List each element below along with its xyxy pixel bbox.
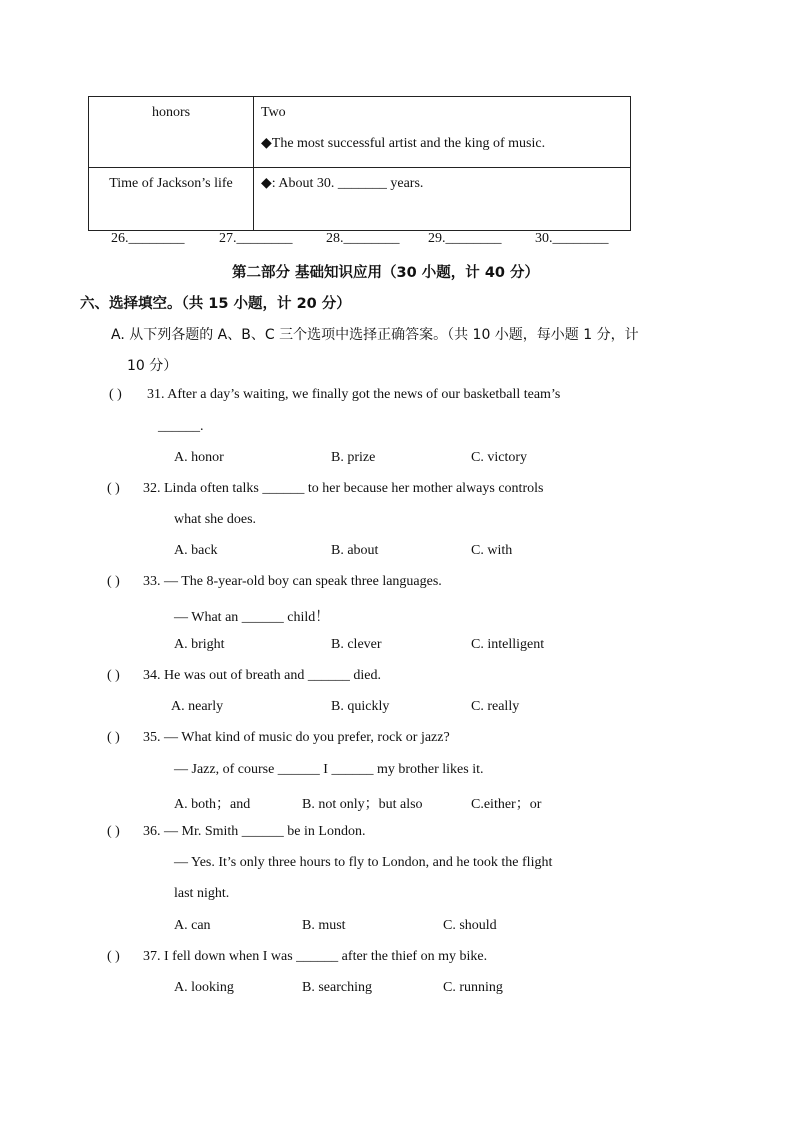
option-c: C. should bbox=[443, 918, 497, 933]
question-stem: 34. He was out of breath and ______ died. bbox=[143, 668, 381, 683]
question-stem: 36. — Mr. Smith ______ be in London. bbox=[143, 824, 366, 839]
section-title-text: 六、选择填空。（共 15 小题，计 20 分） bbox=[80, 296, 351, 312]
option-c: C. really bbox=[471, 699, 520, 714]
option-b: B. must bbox=[302, 918, 346, 933]
part-title: 第二部分 基础知识应用（30 小题，计 40 分） bbox=[232, 265, 540, 281]
question-stem: 32. Linda often talks ______ to her because her mother always controls bbox=[143, 481, 544, 496]
option-c: C. running bbox=[443, 980, 503, 995]
blank-27: 27.________ bbox=[219, 231, 293, 246]
option-b: B. quickly bbox=[331, 699, 390, 714]
info-table bbox=[88, 96, 631, 231]
option-a: A. looking bbox=[174, 980, 234, 995]
option-a: A. nearly bbox=[171, 699, 224, 714]
option-b: B. searching bbox=[302, 980, 372, 995]
blank-30: 30.________ bbox=[535, 231, 609, 246]
option-c: C. victory bbox=[471, 450, 527, 465]
blank-28: 28.________ bbox=[326, 231, 400, 246]
option-b: B. prize bbox=[331, 450, 376, 465]
answer-paren: ( ) bbox=[107, 949, 120, 964]
question-stem: 37. I fell down when I was ______ after the thief on my bike. bbox=[143, 949, 488, 964]
option-c: C. with bbox=[471, 543, 513, 558]
answer-paren: ( ) bbox=[107, 668, 120, 683]
row-label: Time of Jackson’s life bbox=[109, 176, 233, 191]
question-stem: ______. bbox=[158, 419, 204, 434]
question-stem: 33. — The 8-year-old boy can speak three languages. bbox=[143, 574, 442, 589]
section-title bbox=[80, 292, 351, 313]
answer-paren: ( ) bbox=[107, 481, 120, 496]
table-cell-label bbox=[89, 97, 254, 168]
blank-26: 26.________ bbox=[111, 231, 185, 246]
option-b: B. not only；but also bbox=[302, 797, 423, 812]
question-stem: — What an ______ child！ bbox=[174, 610, 330, 625]
option-c: C. intelligent bbox=[471, 637, 545, 652]
question-stem: — Yes. It’s only three hours to fly to London, and he took the flight bbox=[174, 855, 553, 870]
table-cell-value bbox=[254, 168, 631, 231]
table-row bbox=[89, 168, 631, 231]
option-b: B. clever bbox=[331, 637, 382, 652]
table-cell-value bbox=[254, 97, 631, 168]
answer-paren: ( ) bbox=[107, 574, 120, 589]
answer-paren: ( ) bbox=[107, 824, 120, 839]
instruction-line: 10 分） bbox=[127, 358, 178, 374]
cell-line: ◆: About 30. _______ years. bbox=[261, 176, 424, 191]
option-a: A. both；and bbox=[174, 797, 251, 812]
cell-line: Two bbox=[261, 105, 286, 120]
blank-29: 29.________ bbox=[428, 231, 502, 246]
option-a: A. back bbox=[174, 543, 218, 558]
row-label: honors bbox=[151, 105, 191, 120]
option-a: A. bright bbox=[174, 637, 225, 652]
option-a: A. can bbox=[174, 918, 211, 933]
question-stem: what she does. bbox=[174, 512, 257, 527]
option-c: C.either；or bbox=[471, 797, 542, 812]
instruction-line: A. 从下列各题的 A、B、C 三个选项中选择正确答案。（共 10 小题，每小题 1 分，计 bbox=[111, 327, 639, 343]
table-row bbox=[89, 97, 631, 168]
option-a: A. honor bbox=[174, 450, 224, 465]
cell-line: ◆The most successful artist and the king of music. bbox=[261, 136, 546, 151]
question-stem: last night. bbox=[174, 886, 230, 901]
option-b: B. about bbox=[331, 543, 379, 558]
question-stem: 31. After a day’s waiting, we finally got the news of our basketball team’s bbox=[147, 387, 561, 402]
question-stem: — Jazz, of course ______ I ______ my brother likes it. bbox=[174, 762, 484, 777]
question-stem: 35. — What kind of music do you prefer, rock or jazz? bbox=[143, 730, 450, 745]
answer-paren: ( ) bbox=[107, 730, 120, 745]
table-cell-label bbox=[89, 168, 254, 231]
answer-paren: ( ) bbox=[109, 387, 122, 402]
